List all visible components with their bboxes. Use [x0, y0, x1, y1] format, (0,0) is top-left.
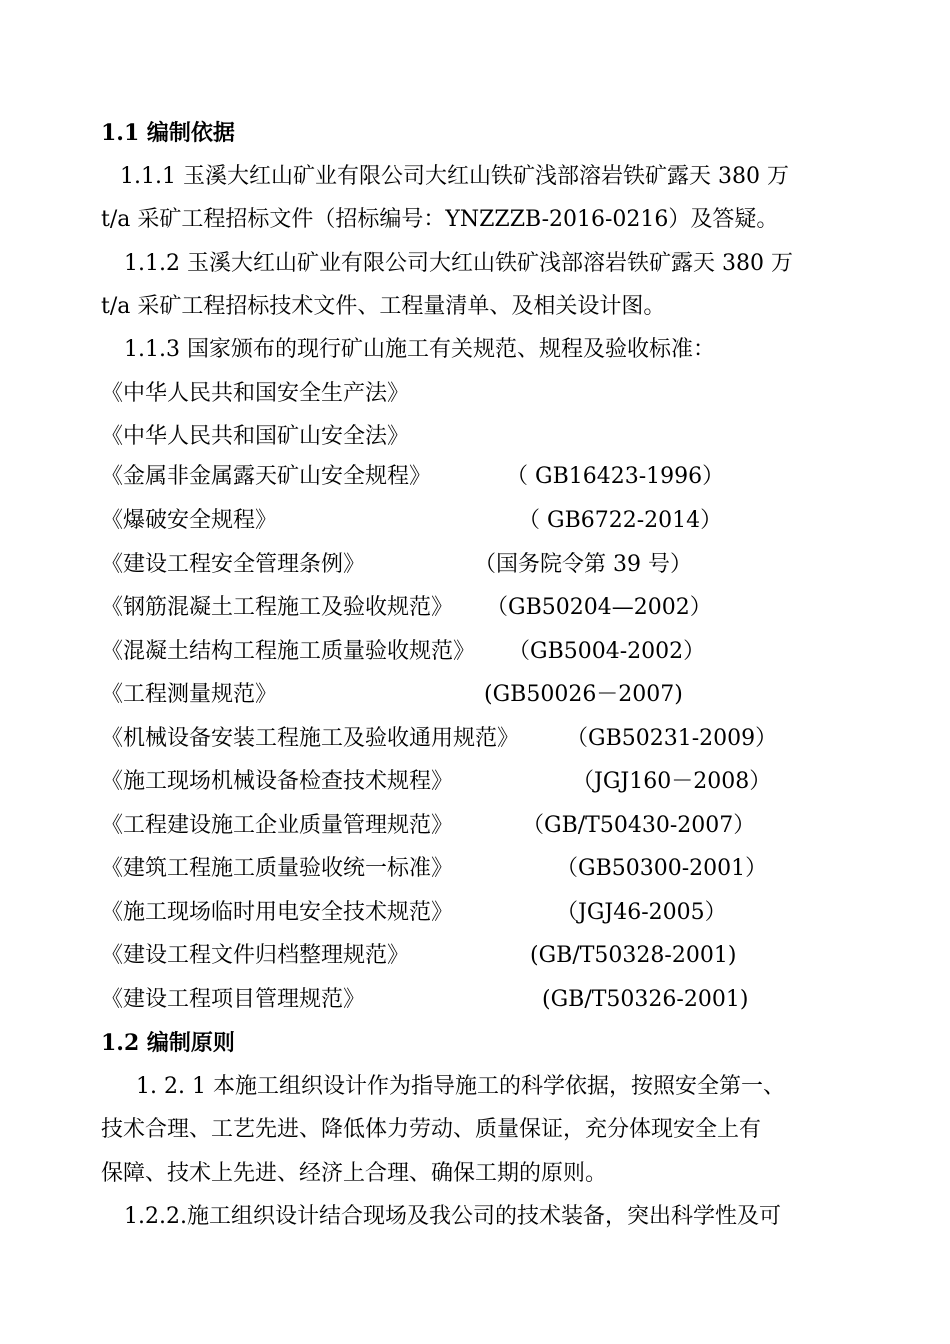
standard-name: 《机械设备安装工程施工及验收通用规范》 — [101, 726, 520, 751]
standard-code: (GB50026－2007) — [484, 682, 683, 707]
section-heading-1-2: 1.2 编制原则 — [101, 1030, 235, 1056]
standard-code: （ GB16423-1996） — [506, 464, 725, 489]
standard-name: 《金属非金属露天矿山安全规程》 — [101, 464, 432, 489]
standard-name: 《建设工程文件归档整理规范》 — [101, 943, 410, 968]
standard-code: （JGJ46-2005） — [556, 900, 727, 925]
paragraph-1-1-1-line1: 1.1.1 玉溪大红山矿业有限公司大红山铁矿浅部溶岩铁矿露天 380 万 — [120, 164, 789, 189]
standard-name: 《施工现场临时用电安全技术规范》 — [101, 900, 454, 925]
standard-code: （GB5004-2002） — [508, 639, 706, 664]
standard-code: （ GB6722-2014） — [518, 508, 723, 533]
paragraph-1-2-1-line2: 技术合理、工艺先进、降低体力劳动、质量保证，充分体现安全上有 — [101, 1117, 762, 1142]
standard-name: 《爆破安全规程》 — [101, 508, 278, 533]
paragraph-1-1-2-line2: t/a 采矿工程招标技术文件、工程量清单、及相关设计图。 — [101, 294, 666, 319]
standard-name: 《钢筋混凝土工程施工及验收规范》 — [101, 595, 454, 620]
standard-name: 《工程建设施工企业质量管理规范》 — [101, 813, 454, 838]
standard-code: （国务院令第 39 号） — [474, 552, 692, 577]
paragraph-1-1-1-line2: t/a 采矿工程招标文件（招标编号：YNZZZB-2016-0216）及答疑。 — [101, 207, 779, 232]
paragraph-1-1-3-line1: 1.1.3 国家颁布的现行矿山施工有关规范、规程及验收标准： — [124, 337, 715, 362]
paragraph-1-2-1-line3: 保障、技术上先进、经济上合理、确保工期的原则。 — [101, 1161, 608, 1186]
paragraph-1-2-2-line1: 1.2.2.施工组织设计结合现场及我公司的技术装备，突出科学性及可 — [124, 1204, 781, 1229]
standard-name: 《工程测量规范》 — [101, 682, 278, 707]
standard-code: （GB50231-2009） — [566, 726, 778, 751]
standard-name: 《建筑工程施工质量验收统一标准》 — [101, 856, 454, 881]
section-heading-1-1: 1.1 编制依据 — [101, 120, 235, 146]
standard-name: 《建设工程项目管理规范》 — [101, 987, 366, 1012]
standard-name: 《中华人民共和国安全生产法》 — [101, 381, 410, 406]
standard-name: 《施工现场机械设备检查技术规程》 — [101, 769, 454, 794]
standard-code: （JGJ160－2008） — [572, 769, 772, 794]
standard-code: （GB50300-2001） — [556, 856, 768, 881]
paragraph-1-2-1-line1: 1. 2. 1 本施工组织设计作为指导施工的科学依据，按照安全第一、 — [136, 1074, 785, 1099]
standard-code: （GB/T50430-2007） — [522, 813, 756, 838]
standard-code: (GB/T50326-2001) — [542, 987, 749, 1012]
standard-code: （GB50204—2002） — [486, 595, 712, 620]
standard-name: 《建设工程安全管理条例》 — [101, 552, 366, 577]
standard-name: 《混凝土结构工程施工质量验收规范》 — [101, 639, 476, 664]
paragraph-1-1-2-line1: 1.1.2 玉溪大红山矿业有限公司大红山铁矿浅部溶岩铁矿露天 380 万 — [124, 251, 793, 276]
standard-name: 《中华人民共和国矿山安全法》 — [101, 424, 410, 449]
standard-code: (GB/T50328-2001) — [530, 943, 737, 968]
